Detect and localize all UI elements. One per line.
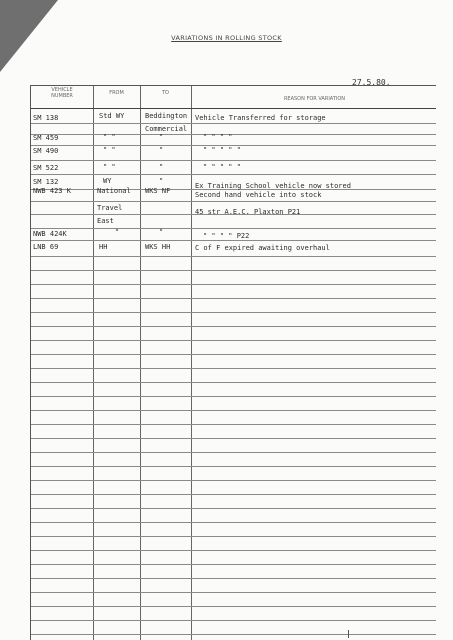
cell-vehicle: NWB 424K (33, 230, 67, 238)
row-rule (31, 312, 436, 313)
cell-from: " " (103, 163, 116, 171)
page-title: VARIATIONS IN ROLLING STOCK (171, 34, 282, 42)
cell-from: National (97, 187, 131, 195)
row-rule (31, 410, 436, 411)
row-rule (31, 382, 436, 383)
cell-to: Beddington (145, 112, 188, 120)
cell-vehicle: LNB 69 (33, 243, 59, 251)
column-header-vehicle: VEHICLE NUMBER (51, 87, 73, 99)
cell-from: East (97, 217, 114, 225)
document-date: 27.5.80. (352, 78, 391, 87)
cell-reason: " " " " " (203, 146, 241, 154)
row-rule (31, 634, 436, 635)
row-rule (31, 340, 436, 341)
cell-to: WKS NF (145, 187, 171, 195)
cell-reason: 45 str A.E.C. Plaxton P21 (195, 208, 301, 216)
row-rule (31, 396, 436, 397)
row-rule (31, 256, 436, 257)
row-rule (31, 270, 436, 271)
row-rule (31, 160, 436, 161)
row-rule (31, 284, 436, 285)
cell-to: " (159, 228, 164, 236)
row-rule (31, 466, 436, 467)
cell-reason: Vehicle Transferred for storage (195, 114, 326, 122)
cell-to: " (159, 163, 164, 171)
column-divider (191, 86, 192, 640)
column-header-to: TO (162, 90, 169, 96)
row-rule (31, 508, 436, 509)
row-rule (31, 480, 436, 481)
row-rule (31, 620, 436, 621)
cell-vehicle: SM 132 (33, 178, 59, 186)
cell-reason: " " " " (203, 133, 233, 141)
row-rule (31, 326, 436, 327)
cell-from: Std WY (99, 112, 125, 120)
row-rule (31, 536, 436, 537)
row-rule (31, 564, 436, 565)
cell-vehicle: SM 138 (33, 114, 59, 122)
row-rule (31, 134, 436, 135)
row-rule (31, 452, 436, 453)
row-rule (31, 578, 436, 579)
row-rule (31, 298, 436, 299)
cell-vehicle: SM 522 (33, 164, 59, 172)
row-rule (31, 123, 436, 124)
margin-mark (348, 630, 349, 638)
cell-to: " (159, 146, 164, 154)
cell-from: Travel (97, 204, 123, 212)
cell-vehicle: SM 490 (33, 147, 59, 155)
row-rule (31, 201, 436, 202)
row-rule (31, 522, 436, 523)
cell-to: " (159, 177, 164, 185)
cell-from: " " (103, 133, 116, 141)
row-rule (31, 368, 436, 369)
variations-table (30, 85, 436, 640)
header-rule (31, 108, 436, 109)
column-divider (140, 86, 141, 640)
row-rule (31, 606, 436, 607)
cell-to: WKS HH (145, 243, 171, 251)
cell-from: " " (103, 146, 116, 154)
row-rule (31, 424, 436, 425)
cell-reason: " " " " " (203, 163, 241, 171)
row-rule (31, 438, 436, 439)
row-rule (31, 174, 436, 175)
column-header-reason: REASON FOR VARIATION (283, 96, 346, 102)
cell-reason: " " " " P22 (203, 232, 250, 240)
row-rule (31, 592, 436, 593)
cell-reason: Second hand vehicle into stock (195, 191, 322, 199)
row-rule (31, 354, 436, 355)
cell-vehicle: SM 459 (33, 134, 59, 142)
cell-reason: Ex Training School vehicle now stored (195, 182, 351, 190)
cell-reason: C of F expired awaiting overhaul (195, 244, 330, 252)
column-header-from: FROM (109, 90, 124, 96)
cell-from: HH (99, 243, 108, 251)
column-divider (93, 86, 94, 640)
row-rule (31, 494, 436, 495)
row-rule (31, 550, 436, 551)
row-rule (31, 228, 436, 229)
cell-to: " (159, 133, 164, 141)
cell-to: Commercial (145, 125, 188, 133)
cell-vehicle: NWB 423 K (33, 187, 71, 195)
cell-from: WY (103, 177, 112, 185)
cell-from: " (115, 228, 120, 236)
